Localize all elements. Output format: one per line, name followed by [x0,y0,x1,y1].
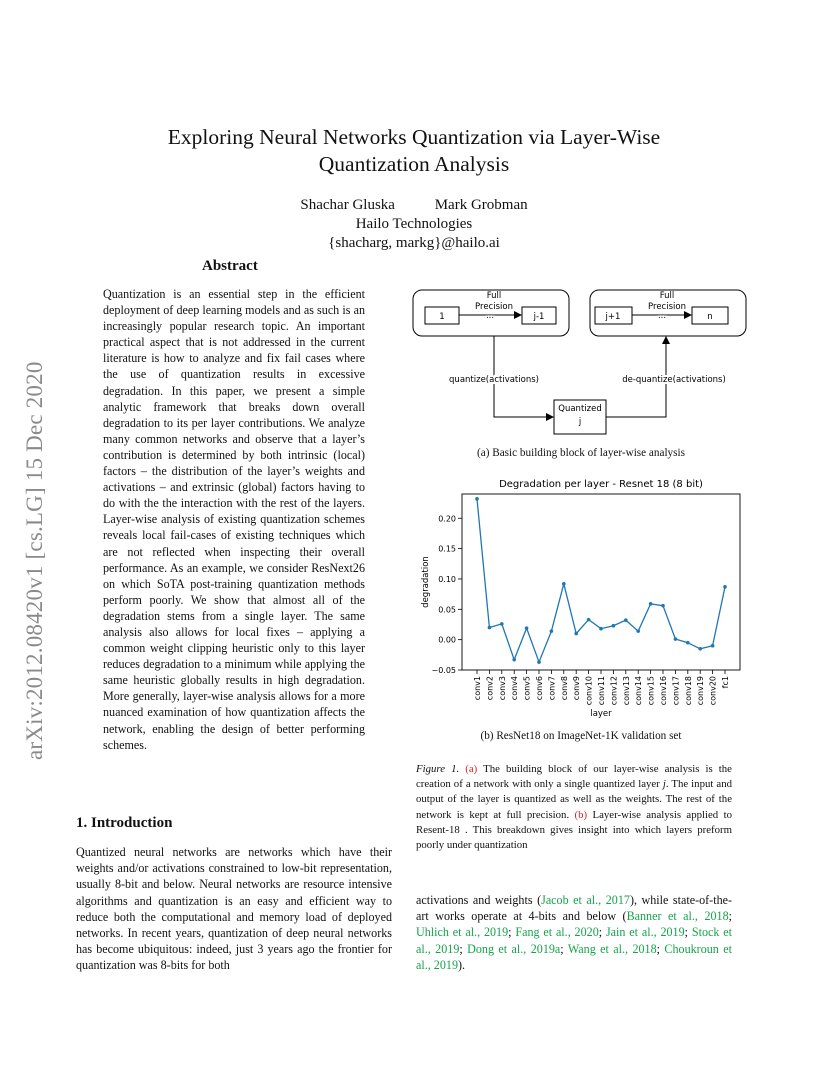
layerwise-diagram [412,284,752,444]
degradation-chart [416,474,746,722]
text-span: ; [656,941,665,956]
data-point-conv4 [512,658,516,662]
layer-box-1-label: 1 [439,312,445,322]
section-heading: 1. Introduction [76,815,173,831]
data-point-fc1 [723,585,727,589]
plot-frame [462,494,740,670]
citation-link[interactable]: Jacob et al., 2017 [541,893,630,907]
y-axis-label: degradation [421,556,431,608]
citation-link[interactable]: Stock et al., 2019 [416,925,732,956]
quantize-label: quantize(activations) [449,375,539,385]
intro-paragraph: Quantized neural networks are networks which have their weights and/or activations constrained to low-bit representation, usually 8-bit and below. Neural networks are resource intensive algorithms and quantization is an easy and efficient way to reduce both the computational and memory load of deployed networks. In recent years, quantization of deep neural networks has become ubiquitous: indeed, just 3 years ago the frontier for quantization was 8-bits for both [76,845,392,973]
dequantize-label: de-quantize(activations) [622,375,726,385]
x-tick-label: conv3 [497,676,507,701]
text-span: ). [458,957,466,972]
citation-link[interactable]: Fang et al., 2020 [515,925,599,940]
affiliation: Hailo Technologies [355,216,473,232]
subcaption-b: (b) ResNet18 on ImageNet-1K validation set [480,730,682,742]
x-tick-label: conv4 [510,676,520,701]
data-point-conv19 [698,647,702,651]
arxiv-identifier: arXiv:2012.08420v1 [cs.LG] 15 Dec 2020 [22,361,47,760]
x-tick-label: conv16 [659,676,668,706]
author-1: Shachar Gluska [300,197,395,213]
x-tick-label: fc1 [721,676,730,689]
title-line-1: Exploring Neural Networks Quantization via Layer-Wise [167,125,661,149]
data-point-conv15 [649,602,653,606]
data-point-conv9 [574,632,578,636]
x-tick-label: conv7 [547,676,557,701]
layer-box-n-label: n [707,312,713,322]
y-tick-label: 0.05 [438,605,456,615]
left-ellipsis: ... [485,311,495,321]
series-points [475,497,727,664]
y-tick-label: 0.00 [438,635,456,645]
text-span: activations and weights ( [416,893,542,907]
quantized-box-label-2: j [578,417,582,427]
ref-a-link[interactable]: (a) [465,763,478,775]
figure-caption [416,762,732,853]
left-group-label-1: Full [486,291,502,301]
data-point-conv5 [525,626,529,630]
data-point-conv7 [550,629,554,633]
citation-link[interactable]: Uhlich et al., 2019 [416,925,509,940]
paper-title [0,124,828,178]
citation-link[interactable]: Dong et al., 2019a [467,941,561,956]
citation-link[interactable]: Choukroun et al., 2019 [416,941,732,972]
x-tick-label: conv15 [646,676,656,706]
subcaption-a: (a) Basic building block of layer-wise analysis [477,447,685,459]
caption-var-j: j [662,778,666,791]
x-tick-label: conv20 [708,676,718,706]
data-point-conv11 [599,627,603,631]
caption-part-2: . The input and output of the layer is quantized as well as the weights. The rest of the network is kept at full precision. [416,778,732,821]
abstract-body: Quantization is an essential step in the efficient deployment of deep learning models and as such is an increasingly popular research topic. An important practical aspect that is not addressed in the current literature is how to analyze and fix fail cases where the use of quantization results in excessive degradation. In this paper, we present a simple analytic framework that breaks down overall degradation to its per layer contributions. We analyze many common networks and observe that a layer’s contribution is determined by both intrinsic (local) factors – the distribution of the layer’s weights and activations – and extrinsic (global) factors having to do with the the interaction with the rest of the layers. Layer-wise analysis of existing quantization schemes reveals local fail-cases of existing techniques which are not reflected when inspecting their overall performance. As an example, we consider ResNext26 on which SoTA post-training quantization methods perform poorly. We show that almost all of the degradation stems from a single layer. The same analysis also allows for local fixes – applying a common weight clipping heuristic only to this layer reduces degradation to a minimum while applying the same heuristic globally results in high degradation. More generally, layer-wise analysis allows for a more nuanced examination of how quantization affects the network, enabling the design of better performing schemes. [103,287,365,752]
title-line-2: Quantization Analysis [318,152,510,176]
text-span: ; [459,941,468,956]
text-span: ; [560,941,568,956]
caption-part-1: The building block of our layer-wise analysis is the creation of a network with only a single quantized layer [416,763,732,791]
x-tick-label: conv19 [696,676,706,706]
right-group-label-1: Full [659,291,675,301]
data-point-conv13 [624,618,628,622]
email: {shacharg, markg}@hailo.ai [328,235,500,251]
text-span: ; [598,925,606,940]
right-column-paragraph [416,892,732,973]
chart-title: Degradation per layer - Resnet 18 (8 bit) [499,479,703,490]
figure-label: Figure 1. [416,763,460,775]
data-point-conv14 [636,629,640,633]
x-tick-label: conv13 [621,676,631,706]
text-span: ), while state-of-the-art works operate at 4-bits and below ( [416,893,733,924]
text-span: ; [684,925,692,940]
y-tick-label: −0.05 [431,666,456,675]
x-tick-label: conv10 [584,676,594,706]
data-point-conv3 [500,622,504,626]
x-tick-label: conv11 [597,676,606,706]
x-axis-label: layer [590,709,612,719]
series-line [477,499,725,662]
data-point-conv18 [686,641,690,645]
text-span: ; [728,909,733,924]
author-2: Mark Grobman [434,197,528,213]
x-tick-label: conv1 [473,676,482,701]
citation-link[interactable]: Wang et al., 2018 [567,941,657,956]
right-group-label-2: Precision [648,302,686,312]
layer-box-j-minus-1-label: j-1 [533,312,545,322]
abstract-heading: Abstract [202,258,258,274]
x-axis-ticks [473,670,730,705]
x-tick-label: conv18 [683,676,693,706]
x-tick-label: conv17 [671,676,681,706]
x-tick-label: conv2 [485,676,495,701]
y-tick-label: 0.20 [438,514,456,524]
right-ellipsis: ... [657,311,667,321]
left-group-label-2: Precision [475,302,513,312]
data-point-conv2 [488,626,492,630]
x-tick-label: conv9 [572,676,582,701]
y-tick-label: 0.10 [438,574,456,584]
data-point-conv10 [587,618,591,622]
quantized-box-label-1: Quantized [558,404,602,414]
x-tick-label: conv5 [522,676,532,701]
data-point-conv12 [612,624,616,628]
data-point-conv17 [674,637,678,641]
text-span: ; [508,925,516,940]
author-names [0,196,828,215]
data-point-conv6 [537,660,541,664]
citation-link[interactable]: Banner et al., 2018 [626,909,729,924]
data-point-conv20 [711,644,715,648]
author-block [0,196,828,253]
x-tick-label: conv14 [634,676,644,706]
layer-box-j-plus-1-label: j+1 [605,312,621,322]
x-tick-label: conv8 [559,676,569,701]
caption-part-3: Layer-wise analysis applied to Resent-18 . This breakdown gives insight into which layers preform poorly under quantization [416,808,732,852]
citation-link[interactable]: Jain et al., 2019 [605,925,685,940]
data-point-conv1 [475,497,479,501]
data-point-conv16 [661,604,665,608]
ref-b-link[interactable]: (b) [574,808,588,821]
data-point-conv8 [562,582,566,586]
y-axis-ticks [431,514,462,675]
y-tick-label: 0.15 [438,544,456,554]
x-tick-label: conv12 [609,676,619,706]
x-tick-label: conv6 [535,676,544,701]
